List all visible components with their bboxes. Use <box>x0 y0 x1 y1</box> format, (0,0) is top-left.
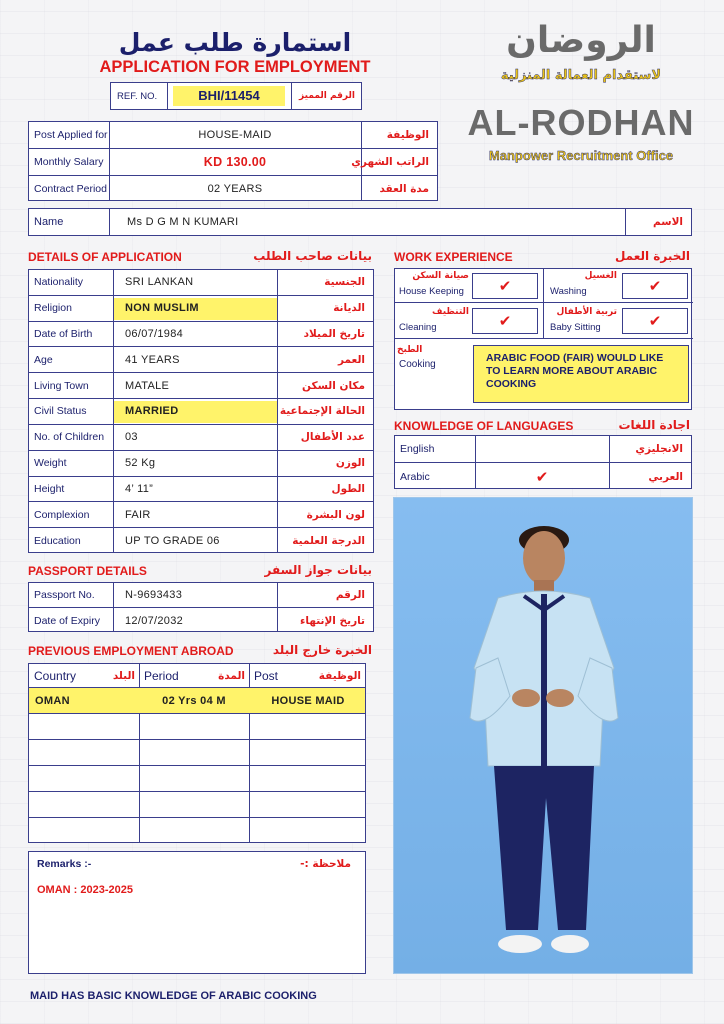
washing-label: Washing <box>550 286 587 297</box>
previous-empty-row <box>29 714 365 740</box>
baby-sitting-label: Baby Sitting <box>550 322 601 333</box>
work-row-1 <box>395 269 693 303</box>
house-keeping-check: ✔ <box>472 273 538 299</box>
work-section-title: WORK EXPERIENCE <box>394 250 513 264</box>
baby-sitting-label-ar: تربية الأطفال <box>556 307 617 317</box>
complexion-value: FAIR <box>125 508 151 521</box>
logo-sub-ar: لاستقدام العمالة المنزلية <box>500 68 662 83</box>
salary-value: KD 130.00 <box>203 155 267 169</box>
date-of-birth-label: Date of Birth <box>34 328 93 341</box>
salary-label-ar: الراتب الشهري <box>351 156 429 168</box>
no-of-children-label-ar: عدد الأطفال <box>300 431 365 444</box>
cleaning-check: ✔ <box>472 308 538 334</box>
detail-row-education <box>29 528 373 554</box>
ref-label: REF. NO. <box>117 91 158 102</box>
arabic-check: ✔ <box>535 467 549 486</box>
passport-number-label-ar: الرقم <box>335 589 365 601</box>
job-box <box>28 121 438 201</box>
arabic-label-ar: العربي <box>648 470 683 483</box>
nationality-label: Nationality <box>34 276 84 289</box>
logo-name-en: AL-RODHAN <box>467 102 695 143</box>
weight-value: 52 Kg <box>125 457 156 470</box>
height-value: 4’ 11” <box>125 482 154 495</box>
name-value: Ms D G M N KUMARI <box>127 216 239 228</box>
col-period-ar: المدة <box>218 669 245 682</box>
passport-row-expiry <box>29 608 373 633</box>
salary-label: Monthly Salary <box>34 156 104 168</box>
previous-section-title: PREVIOUS EMPLOYMENT ABROAD <box>28 644 234 658</box>
detail-row-date-of-birth <box>29 322 373 348</box>
col-period: Period <box>144 668 179 683</box>
living-town-value: MATALE <box>125 379 170 392</box>
ref-label-ar: الرقم المميز <box>299 91 355 101</box>
col-country: Country <box>34 668 77 683</box>
passport-table <box>28 582 374 632</box>
remarks-value: OMAN : 2023-2025 <box>37 884 133 896</box>
baby-sitting-check: ✔ <box>622 308 688 334</box>
height-label-ar: الطول <box>331 482 365 495</box>
remarks-label: Remarks :- <box>37 858 92 870</box>
footer-note: MAID HAS BASIC KNOWLEDGE OF ARABIC COOKING <box>30 990 317 1002</box>
complexion-label: Complexion <box>34 508 90 521</box>
height-label: Height <box>34 482 65 495</box>
previous-row <box>29 688 365 714</box>
english-label: English <box>400 443 435 455</box>
person-figure <box>394 498 693 974</box>
col-post: Post <box>254 668 279 683</box>
date-of-birth-label-ar: تاريخ الميلاد <box>303 328 365 341</box>
passport-section-title-ar: بيانات جواز السفر <box>264 563 372 577</box>
no-of-children-value: 03 <box>125 431 138 444</box>
cleaning-label: Cleaning <box>399 322 437 333</box>
washing-check: ✔ <box>622 273 688 299</box>
ref-value: BHI/11454 <box>173 86 285 106</box>
education-label: Education <box>34 535 81 548</box>
details-table <box>28 269 374 553</box>
no-of-children-label: No. of Children <box>34 431 105 444</box>
religion-label: Religion <box>34 302 72 315</box>
detail-row-weight <box>29 451 373 477</box>
washing-label-ar: الغسيل <box>584 271 617 281</box>
remarks-box <box>28 851 366 974</box>
weight-label-ar: الوزن <box>335 457 365 470</box>
name-row <box>28 208 692 236</box>
cooking-value: ARABIC FOOD (FAIR) WOULD LIKE TO LEARN MORE ABOUT ARABIC COOKING <box>473 345 689 403</box>
job-row-salary <box>29 149 437 176</box>
english-label-ar: الانجليزي <box>635 443 683 455</box>
house-keeping-label: House Keeping <box>399 286 464 297</box>
cleaning-label-ar: التنظيف <box>432 307 469 317</box>
date-of-birth-value: 06/07/1984 <box>125 328 184 341</box>
col-post-ar: الوظيفة <box>318 669 361 682</box>
applicant-photo <box>393 497 693 974</box>
work-section-title-ar: الخبرة العمل <box>614 249 690 263</box>
languages-section-title-ar: اجادة اللغات <box>618 418 690 432</box>
detail-row-civil-status <box>29 399 373 425</box>
detail-row-complexion <box>29 502 373 528</box>
education-label-ar: الدرجة العلمية <box>292 535 365 548</box>
language-row-english <box>395 436 691 463</box>
contract-value: 02 YEARS <box>207 183 263 195</box>
details-section-title-ar: بيانات صاحب الطلب <box>253 249 372 263</box>
religion-value: NON MUSLIM <box>114 298 277 320</box>
age-value: 41 YEARS <box>125 353 180 366</box>
post-value: HOUSE-MAID <box>198 129 272 141</box>
company-logo <box>466 20 696 170</box>
post-label-ar: الوظيفة <box>386 129 429 141</box>
living-town-label: Living Town <box>34 379 89 392</box>
nationality-value: SRI LANKAN <box>125 276 194 289</box>
previous-header-row <box>29 664 365 688</box>
passport-expiry-label-ar: تاريخ الإنتهاء <box>300 614 365 627</box>
previous-empty-row <box>29 740 365 766</box>
col-country-ar: البلد <box>112 669 135 682</box>
cooking-label: Cooking <box>399 359 436 370</box>
complexion-label-ar: لون البشرة <box>306 508 365 521</box>
languages-table <box>394 435 692 489</box>
civil-status-label: Civil Status <box>34 405 87 418</box>
previous-post: HOUSE MAID <box>271 694 345 707</box>
name-label: Name <box>34 216 64 228</box>
languages-section-title: KNOWLEDGE OF LANGUAGES <box>394 419 574 433</box>
job-row-post <box>29 122 437 149</box>
cooking-label-ar: الطبخ <box>397 345 423 355</box>
logo-sub-en: Manpower Recruitment Office <box>488 148 674 163</box>
logo-name-ar: الروضان <box>506 20 656 61</box>
previous-table <box>28 663 366 843</box>
contract-label: Contract Period <box>34 183 107 195</box>
detail-row-no-of-children <box>29 425 373 451</box>
form-title-arabic: استمارة طلب عمل <box>118 28 352 57</box>
remarks-label-ar: ملاحظة :- <box>300 858 351 870</box>
previous-empty-row <box>29 766 365 792</box>
previous-section-title-ar: الخبرة خارج البلد <box>272 643 372 657</box>
details-section-title: DETAILS OF APPLICATION <box>28 250 182 264</box>
previous-empty-row <box>29 792 365 818</box>
weight-label: Weight <box>34 457 67 470</box>
detail-row-religion <box>29 296 373 322</box>
previous-period: 02 Yrs 04 M <box>162 694 226 707</box>
civil-status-label-ar: الحالة الإجتماعية <box>279 405 365 418</box>
living-town-label-ar: مكان السكن <box>302 379 365 392</box>
post-label: Post Applied for <box>34 129 108 141</box>
passport-row-number <box>29 583 373 608</box>
passport-expiry-value: 12/07/2032 <box>125 614 184 627</box>
passport-number-value: N-9693433 <box>125 589 183 601</box>
religion-label-ar: الديانة <box>333 302 365 315</box>
detail-row-age <box>29 347 373 373</box>
education-value: UP TO GRADE 06 <box>125 535 220 548</box>
name-label-ar: الاسم <box>653 216 683 228</box>
work-table <box>394 268 692 410</box>
passport-number-label: Passport No. <box>34 589 95 601</box>
passport-section-title: PASSPORT DETAILS <box>28 564 147 578</box>
arabic-label: Arabic <box>400 470 430 483</box>
house-keeping-label-ar: صيانة السكن <box>412 271 469 281</box>
contract-label-ar: مدة العقد <box>379 183 429 195</box>
language-row-arabic <box>395 463 691 490</box>
nationality-label-ar: الجنسية <box>324 276 365 289</box>
civil-status-value: MARRIED <box>114 401 277 423</box>
detail-row-living-town <box>29 373 373 399</box>
previous-country: OMAN <box>35 694 70 707</box>
passport-expiry-label: Date of Expiry <box>34 614 100 627</box>
form-title: APPLICATION FOR EMPLOYMENT <box>99 58 371 76</box>
job-row-contract <box>29 176 437 202</box>
age-label: Age <box>34 353 53 366</box>
detail-row-nationality <box>29 270 373 296</box>
age-label-ar: العمر <box>337 353 365 366</box>
ref-box <box>110 82 362 110</box>
detail-row-height <box>29 477 373 503</box>
work-row-2 <box>395 303 693 339</box>
